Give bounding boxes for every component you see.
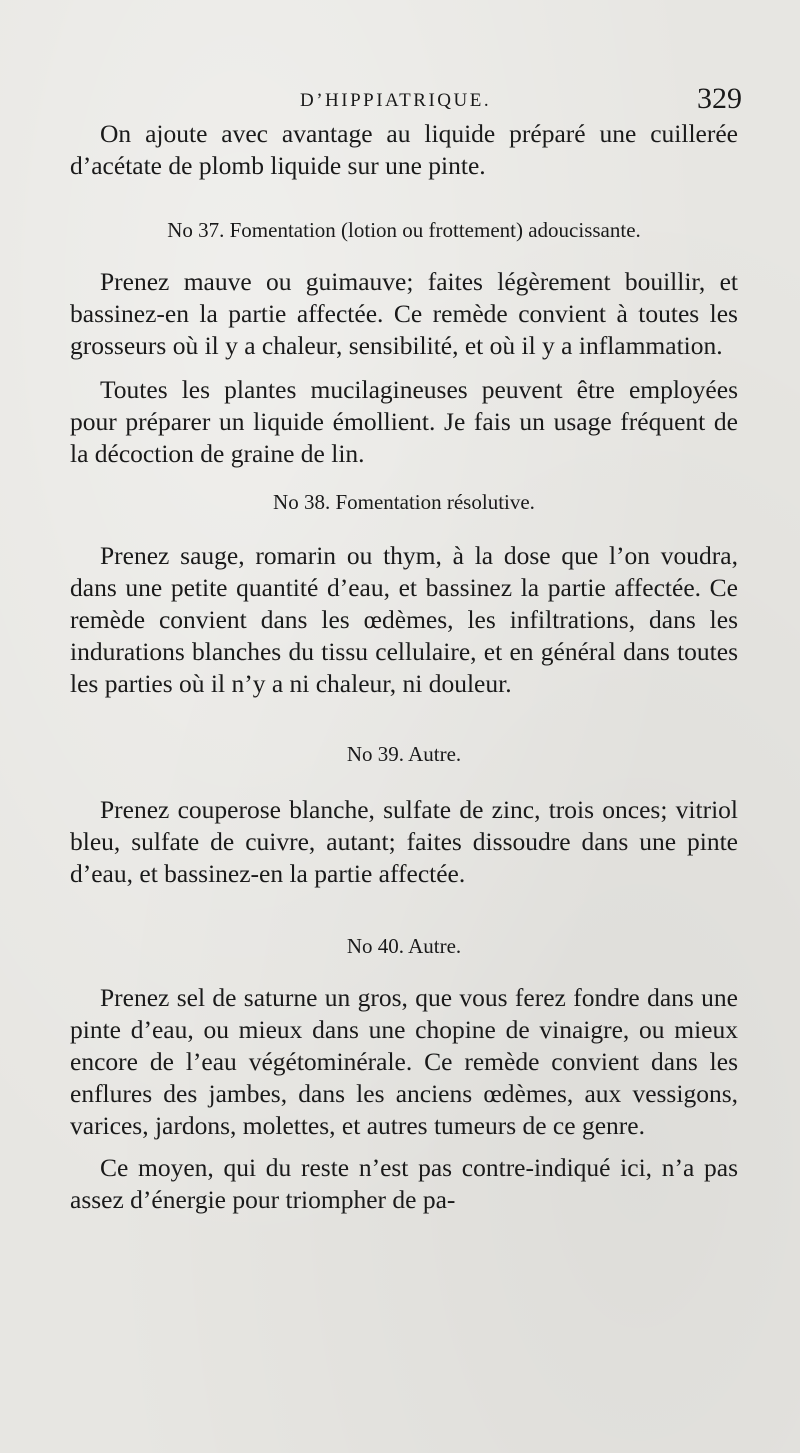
paragraph-recipe-40-b: Ce moyen, qui du reste n’est pas contre-indiqué ici, n’a pas assez d’énergie pour triompher de pa-: [70, 1153, 738, 1214]
page-body: [70, 118, 738, 1216]
paragraph-recipe-40-a: Prenez sel de saturne un gros, que vous ferez fondre dans une pinte d’eau, ou mieux dans une chopine de vinaigre, ou mieux encore de l’eau végétominérale. Ce remède convient dans les enflures des jambes, dans les anciens œdèmes, aux vessigons, varices, jardons, molettes, et autres tumeurs de ce genre.: [70, 983, 738, 1140]
paragraph-intro: On ajoute avec avantage au liquide préparé une cuillerée d’acétate de plomb liquide sur une pinte.: [70, 119, 738, 180]
heading-recipe-38: No 38. Fomentation résolutive.: [273, 490, 535, 514]
page-number: 329: [697, 82, 742, 115]
running-head: D’HIPPIATRIQUE.: [300, 90, 492, 111]
paragraph-recipe-37-b: Toutes les plantes mucilagineuses peuvent être employées pour préparer un liquide émollient. Je fais un usage fréquent de la décoction de graine de lin.: [70, 375, 738, 468]
heading-recipe-39: No 39. Autre.: [346, 742, 462, 766]
paragraph-recipe-38: Prenez sauge, romarin ou thym, à la dose que l’on voudra, dans une petite quantité d’eau, et bassinez la partie affectée. Ce remède convient dans les œdèmes, les infiltrations, dans les indurations blanches du tissu cellulaire, et en général dans toutes les parties où il n’y a ni chaleur, ni douleur.: [70, 541, 738, 698]
page-header: [0, 82, 800, 122]
paragraph-recipe-37-a: Prenez mauve ou guimauve; faites légèrement bouillir, et bassinez-en la partie affectée. Ce remède convient à toutes les grosseurs où il y a chaleur, sensibilité, et où il y a inflammation.: [70, 267, 738, 360]
paragraph-recipe-39: Prenez couperose blanche, sulfate de zinc, trois onces; vitriol bleu, sulfate de cuivre, autant; faites dissoudre dans une pinte d’eau, et bassinez-en la partie affectée.: [70, 795, 738, 888]
heading-recipe-37: No 37. Fomentation (lotion ou frottement) adoucissante.: [167, 218, 641, 242]
heading-recipe-40: No 40. Autre.: [346, 934, 462, 958]
